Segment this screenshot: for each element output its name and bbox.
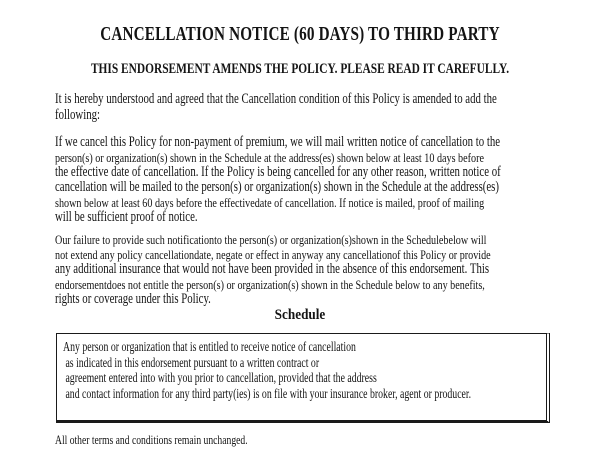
text-line: not extend any policy cancellationdate, negate or effect in anyway any cancellationof this Policy or provide	[55, 247, 491, 262]
text-line: person(s) or organization(s) shown in the Schedule at the address(es) shown below at least 10 days before	[55, 150, 484, 165]
text-line: If we cancel this Policy for non-payment of premium, we will mail written notice of cancellation to the	[55, 134, 501, 150]
text-line: any additional insurance that would not have been provided in the absence of this endorsement. This	[55, 261, 490, 277]
text-line: endorsementdoes not entitle the person(s) or organization(s) shown in the Schedule below to any benefits,	[55, 277, 485, 292]
text-line: the effective date of cancellation. If the Policy is being cancelled for any other reason, written notice of	[55, 164, 501, 180]
document-body	[55, 91, 600, 307]
text-line: agreement entered into with you prior to cancellation, provided that the address	[63, 371, 377, 386]
text-line: It is hereby understood and agreed that the Cancellation condition of this Policy is amended to add the	[55, 91, 497, 107]
text-line: cancellation will be mailed to the person(s) or organization(s) shown in the Schedule at the address(es)	[55, 179, 499, 195]
document-title: CANCELLATION NOTICE (60 DAYS) TO THIRD PARTY	[100, 23, 500, 45]
paragraph-failure-to-notify	[55, 232, 600, 307]
closing-statement: All other terms and conditions remain unchanged.	[55, 432, 248, 447]
text-line: Our failure to provide such notificationto the person(s) or organization(s)shown in the Schedulebelow will	[55, 232, 487, 247]
text-line: following:	[55, 107, 100, 123]
paragraph-cancellation-notice-terms	[55, 135, 600, 225]
text-line: and contact information for any third party(ies) is on file with your insurance broker, agent or producer.	[63, 386, 472, 402]
schedule-heading: Schedule	[274, 307, 326, 323]
text-line: will be sufficient proof of notice.	[55, 209, 198, 225]
document-subtitle: THIS ENDORSEMENT AMENDS THE POLICY. PLEASE READ IT CAREFULLY.	[90, 61, 510, 77]
text-line: as indicated in this endorsement pursuant to a written contract or	[63, 355, 320, 371]
paragraph-amendment-intro	[55, 91, 600, 123]
text-line: rights or coverage under this Policy.	[55, 291, 211, 307]
text-line: Any person or organization that is entitled to receive notice of cancellation	[63, 340, 356, 355]
schedule-box	[56, 333, 550, 423]
text-line: shown below at least 60 days before the effectivedate of cancellation. If notice is mailed, proof of mailing	[55, 195, 485, 210]
